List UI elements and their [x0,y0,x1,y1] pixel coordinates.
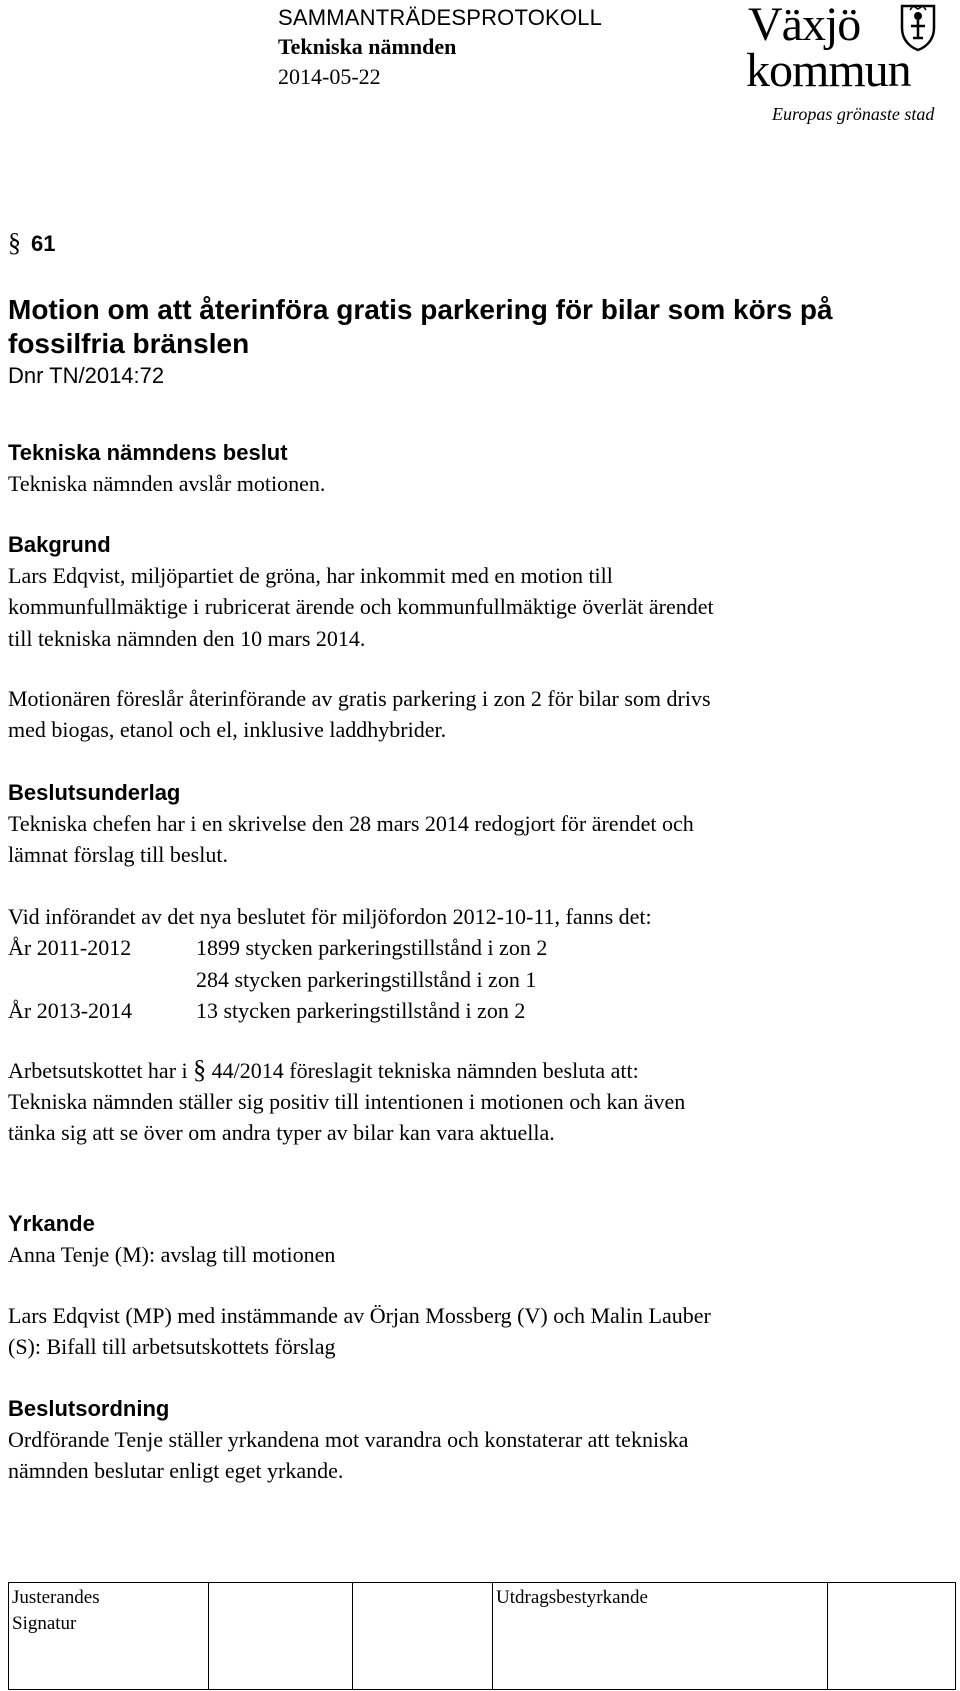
permit-text: 1899 stycken parkeringstillstånd i zon 2 [196,935,548,961]
order-line: Ordförande Tenje ställer yrkandena mot varandra och konstaterar att tekniska [8,1427,689,1453]
utdragsbestyrkande-cell [493,1583,828,1690]
justerandes-signatur-cell [9,1583,209,1690]
motions-block [8,1208,948,1270]
motions-block-2 [8,1300,948,1362]
order-block [8,1393,948,1487]
committee-proposal-line: tänka sig att se över om andra typer av bilar kan vara aktuella. [8,1120,555,1146]
text-fragment: Arbetsutskottet har i [8,1058,194,1083]
background-heading: Bakgrund [8,532,111,557]
permit-row [8,964,948,996]
permit-intro: Vid införandet av det nya beslutet för miljöfordon 2012-10-11, fanns det: [8,904,652,929]
order-heading: Beslutsordning [8,1396,170,1421]
motion-line: (S): Bifall till arbetsutskottets förslag [8,1334,336,1360]
text-fragment: 44/2014 föreslagit tekniska nämnden besluta att: [206,1058,639,1083]
logo-word-vaxjo: Växjö [748,0,861,51]
basis-line: Tekniska chefen har i en skrivelse den 28 mars 2014 redogjort för ärendet och [8,811,694,837]
background-line: till tekniska nämnden den 10 mars 2014. [8,625,366,651]
logo-tagline: Europas grönaste stad [772,104,935,124]
signature-table [8,1582,956,1690]
utdragsbestyrkande-label: Utdragsbestyrkande [496,1587,648,1608]
section-number-value: 61 [31,231,56,256]
basis-line: lämnat förslag till beslut. [8,842,228,868]
logo-word-kommun: kommun [746,44,911,97]
committee-proposal-block [8,1054,948,1149]
permit-year: År 2013-2014 [8,998,133,1024]
section-symbol: § [8,228,21,257]
motion-proposal-block [8,683,948,745]
background-block [8,529,948,654]
background-line: kommunfullmäktige i rubricerat ärende och kommunfullmäktige överlät ärendet [8,594,714,620]
meeting-date: 2014-05-22 [278,64,381,89]
committee-proposal-line: Tekniska nämnden ställer sig positiv till intentionen i motionen och kan även [8,1089,686,1115]
basis-block [8,777,948,871]
document-header [278,4,602,92]
signature-box [828,1583,956,1690]
permit-year: År 2011-2012 [8,935,132,961]
signature-box [209,1583,353,1690]
section-symbol: § [193,1055,207,1084]
order-line: nämnden beslutar enligt eget yrkande. [8,1458,344,1484]
signatur-label: Signatur [12,1613,77,1634]
permit-text: 284 stycken parkeringstillstånd i zon 1 [196,966,537,992]
section-title: Motion om att återinföra gratis parkering för bilar som körs på fossilfria bränslen [8,294,833,359]
signature-box [353,1583,493,1690]
committee-proposal-line [8,1054,948,1086]
basis-heading: Beslutsunderlag [8,780,181,805]
background-line: Lars Edqvist, miljöpartiet de gröna, har inkommit med en motion till [8,563,613,589]
motion-line: Anna Tenje (M): avslag till motionen [8,1242,336,1268]
background-line: Motionären föreslår återinförande av gratis parkering i zon 2 för bilar som drivs [8,686,711,711]
section-number [8,228,55,259]
decision-text: Tekniska nämnden avslår motionen. [8,471,326,497]
decision-block [8,437,948,499]
motions-heading: Yrkande [8,1211,95,1236]
vaxjo-kommun-logo [746,0,960,130]
justerandes-label: Justerandes [12,1587,100,1608]
permit-stats-block [8,901,948,1027]
permit-row [8,932,948,964]
document-type: SAMMANTRÄDESPROTOKOLL [278,5,603,30]
permit-row [8,995,948,1027]
background-line: med biogas, etanol och el, inklusive laddhybrider. [8,717,447,743]
motion-line: Lars Edqvist (MP) med instämmande av Örjan Mossberg (V) och Malin Lauber [8,1303,711,1328]
permit-text: 13 stycken parkeringstillstånd i zon 2 [196,998,526,1024]
diary-number: Dnr TN/2014:72 [8,363,165,388]
committee-name: Tekniska nämnden [278,34,457,59]
decision-heading: Tekniska nämndens beslut [8,440,288,465]
